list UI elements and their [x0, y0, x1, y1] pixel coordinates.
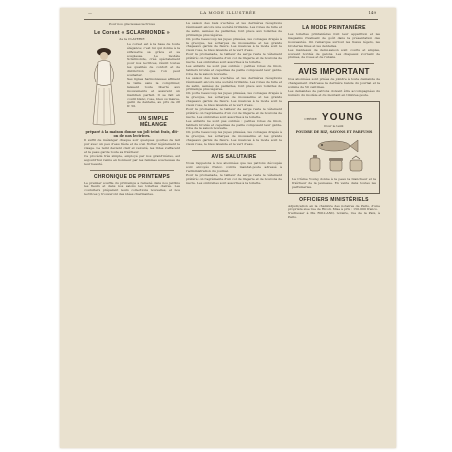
brand-pre: CRÈME — [304, 116, 317, 121]
header-title: LA MODE ILLUSTRÉE — [199, 10, 257, 15]
product-illustrations — [292, 136, 376, 176]
mixed-text-1: Il suffit de mélanger chaque soir quelques gouttes de lait pur avec un peu d'eau tiède et de s'en frotter légèrement le visage. Le teint devient clair et velouté, les rides s'effacent et la peau garde toute sa fraîcheur. — [84, 138, 180, 154]
fashion-text-2: On porte beaucoup les jupes plissées, les corsages drapés à la grecque, les écharpes de mousseline et les grands chapeaux garnis de fleurs. Les nuances à la mode sont le vieux rose, le bleu lavande et le vert d'eau. — [186, 36, 282, 53]
mode-text-2: Les manteaux de demi-saison sont courts et amples, souvent bordés de galons. Les chapeaux s'ornent de plumes, de roses et de rubans. — [288, 47, 380, 60]
fashion-text-4b: Les enfants ne sont pas oubliés : petites robes de linon, tabliers brodés et capelines de paille composent leur garde-robe de la saison nouvelle. — [186, 118, 282, 131]
officiers-text: Adjudication en la chambre des notaires de Paris, d'une propriété sise rue de Rivoli. Mise à prix : 150.000 francs. — [288, 203, 380, 212]
mixed-text-2: Ce procédé très simple, employé par nos grand'mères, est aujourd'hui remis en honneur par les femmes soucieuses de leur beauté. — [84, 153, 180, 166]
header-rule — [84, 19, 378, 20]
article-title-sub: de la CLAYERIE — [119, 36, 145, 41]
brand-note: Pour le teint — [324, 123, 344, 128]
avis-salutaire-title: AVIS SALUTAIRE — [211, 154, 257, 160]
mode-text-1: Les toilettes printanières font leur apparition et les magasins rivalisent de goût dans la présentation des nouveautés. On remarque surtout les tissus légers, les broderies fines et les dentelles. — [288, 32, 380, 48]
page-number: 149 — [368, 10, 376, 15]
fashion-text-3: Pour la promenade, le tailleur de serge reste le vêtement préféré; on l'agrémente d'un col de lingerie et de boutons de nacre. Les ombrelles sont assorties à la toilette. — [186, 52, 282, 65]
avis-important-title: AVIS IMPORTANT — [298, 67, 370, 77]
corset-text-2: Ses lignes harmonieuses affinent la taille sans la comprimer, laissent toute liberté aux mouvements et assurent un maintien parfait. Il se fait en coutil blanc, rose, bleu ou mauve, garni de dentelle, au prix de 28 fr. 50. — [127, 76, 180, 109]
divider — [127, 112, 174, 113]
fish-icon — [318, 140, 358, 152]
mixed-subtitle: préparé à la maison donne un joli teint frais, dit-on de nos lectrices. — [85, 130, 179, 139]
chronique-text: Le premier souffle du printemps a ramené dans nos jardins les fleurs et dans nos salons les toilettes claires. Les couturiers préparent leurs collections nouvelles, et nos lectrices y trouveront des idées charmantes. — [84, 180, 180, 197]
bottle-icon — [310, 155, 320, 171]
brand-line: POUDRE DE RIZ, SAVONS ET PARFUMS — [295, 129, 373, 134]
fashion-text-4: Les enfants ne sont pas oubliés : petites robes de linon, tabliers brodés et capelines de paille composent leur garde-robe de la saison nouvelle. — [186, 63, 282, 76]
fashion-text-1b: La saison des bals s'achève et les dernières réceptions réunissent encore une société brillante. Les robes de tulle et de satin, semées de paillettes, font place aux toilettes de printemps plus légères. — [186, 75, 282, 92]
mixed-title: UN SIMPLE MÉLANGE — [138, 116, 169, 129]
corset-text-1: Le corset est à la base de toute élégance; c'est lui qui donne à la silhouette sa grâce et sa souplesse. Le modèle Sclarmonde, créé spécialement pour nos lectrices, réunit toutes les qualités de confort et de distinction que l'on peut souhaiter. — [127, 41, 180, 78]
chronique-title: CHRONIQUE DE PRINTEMPS — [93, 173, 171, 180]
fashion-text-2c: On porte beaucoup les jupes plissées, les corsages drapés à la grecque, les écharpes de mousseline et les grands chapeaux garnis de fleurs. Les nuances à la mode sont le vieux rose, le bleu lavande et le vert d'eau. — [186, 130, 282, 147]
avis-salutaire-text-2: Pour la promenade, le tailleur de serge reste le vêtement préféré; on l'agrémente d'un col de lingerie et de boutons de nacre. Les ombrelles sont assorties à la toilette. — [186, 172, 282, 185]
newspaper-page — [60, 8, 396, 448]
bow-bag-icon — [350, 156, 362, 171]
mode-printaniere-title: LA MODE PRINTANIÈRE — [302, 25, 366, 31]
fashion-text-1: La saison des bals s'achève et les dernières réceptions réunissent encore une société brillante. Les robes de tulle et de satin, semées de paillettes, font place aux toilettes de printemps plus légères. — [186, 21, 282, 37]
column-middle — [186, 22, 282, 442]
divider — [90, 170, 174, 171]
avis-important-text: Nos abonnées sont priées de joindre à toute demande de changement d'adresse la dernière bande du journal et la somme de 50 centimes. — [288, 77, 380, 90]
article-title: Le Corset « SCLARMONDE » — [94, 29, 170, 36]
divider — [192, 150, 276, 151]
article-pretitle: Pour nos gracieuses lectrices — [109, 22, 155, 26]
fashion-text-2b: On porte beaucoup les jupes plissées, les corsages drapés à la grecque, les écharpes de mousseline et les grands chapeaux garnis de fleurs. Les nuances à la mode sont le vieux rose, le bleu lavande et le vert d'eau. — [186, 91, 282, 108]
divider — [294, 63, 374, 64]
column-right — [288, 22, 380, 442]
officiers-footer: S'adresser à Me ROLLAND, notaire, rue de la Paix, à Paris. — [288, 211, 380, 220]
column-left — [84, 22, 180, 442]
jar-icon — [329, 158, 343, 171]
brand-text: La Crème Young donne à la peau la blancheur et la fraîcheur de la jeunesse. En vente dans toutes les parfumeries. — [292, 176, 376, 189]
avis-important-text-2: Les demandes de patrons doivent être accompagnées du numéro du modèle et du montant en timbres-poste. — [288, 89, 380, 97]
brand-name: YOUNG — [321, 111, 364, 123]
fashion-text-3b: Pour la promenade, le tailleur de serge reste le vêtement préféré; on l'agrémente d'un col de lingerie et de boutons de nacre. Les ombrelles sont assorties à la toilette. — [186, 106, 282, 119]
officiers-title: OFFICIERS MINISTÉRIELS — [299, 196, 369, 203]
avis-salutaire-text: Nous rappelons à nos abonnées que les patrons découpés sont envoyés franco contre mandat-poste adressé à l'administration du journal. — [186, 161, 282, 173]
corset-illustration — [84, 44, 124, 126]
young-advertisement — [288, 101, 380, 194]
header-left: — — [88, 10, 92, 15]
